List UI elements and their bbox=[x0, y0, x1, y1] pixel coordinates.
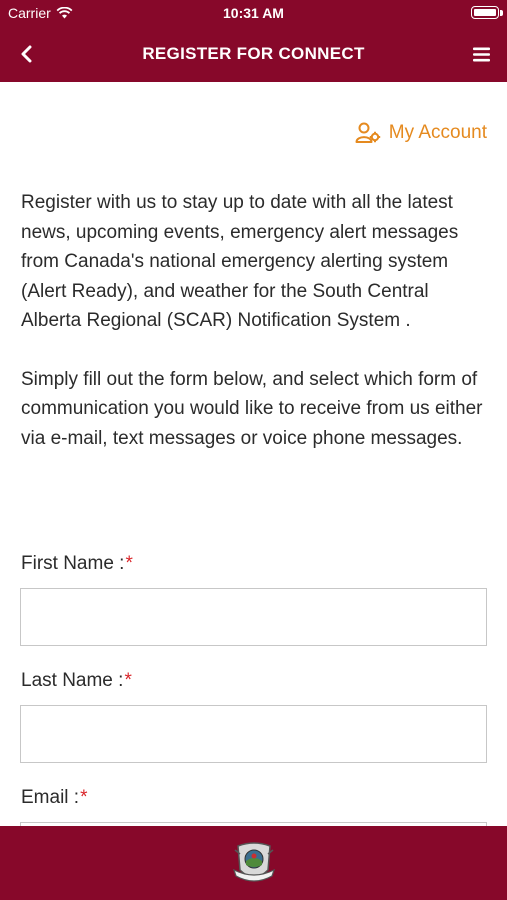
required-asterisk: * bbox=[125, 553, 133, 574]
required-asterisk: * bbox=[80, 787, 88, 808]
email-label-text: Email : bbox=[21, 787, 80, 808]
first-name-label bbox=[21, 553, 133, 575]
bottom-bar bbox=[0, 826, 507, 900]
carrier-label: Carrier bbox=[8, 5, 51, 21]
navigation-bar bbox=[0, 26, 507, 82]
intro-text bbox=[21, 188, 491, 453]
user-settings-icon bbox=[355, 122, 381, 144]
menu-button[interactable] bbox=[469, 42, 493, 66]
intro-paragraph: Register with us to stay up to date with all the latest news, upcoming events, emergency alert messages from Canada's national emergency alerting system (Alert Ready), and weather for the South Central Alberta Regional (SCAR) Notification System . bbox=[21, 192, 459, 331]
crest-logo-icon[interactable] bbox=[232, 840, 276, 886]
first-name-label-text: First Name : bbox=[21, 553, 125, 574]
battery-icon bbox=[471, 6, 499, 19]
last-name-input[interactable] bbox=[20, 705, 487, 763]
page-title: REGISTER FOR CONNECT bbox=[142, 44, 365, 63]
intro-paragraph: Simply fill out the form below, and select which form of communication you would like to receive from us either via e-mail, text messages or voice phone messages. bbox=[21, 368, 483, 449]
required-asterisk: * bbox=[124, 670, 132, 691]
last-name-label bbox=[21, 670, 132, 692]
hamburger-menu-icon bbox=[473, 47, 490, 62]
my-account-link[interactable] bbox=[355, 122, 487, 144]
battery-tip bbox=[500, 10, 503, 16]
my-account-label: My Account bbox=[388, 122, 487, 143]
status-bar bbox=[0, 0, 507, 26]
main-content bbox=[0, 82, 507, 826]
first-name-input[interactable] bbox=[20, 588, 487, 646]
last-name-label-text: Last Name : bbox=[21, 670, 124, 691]
status-time: 10:31 AM bbox=[223, 5, 284, 21]
email-label bbox=[21, 787, 87, 809]
